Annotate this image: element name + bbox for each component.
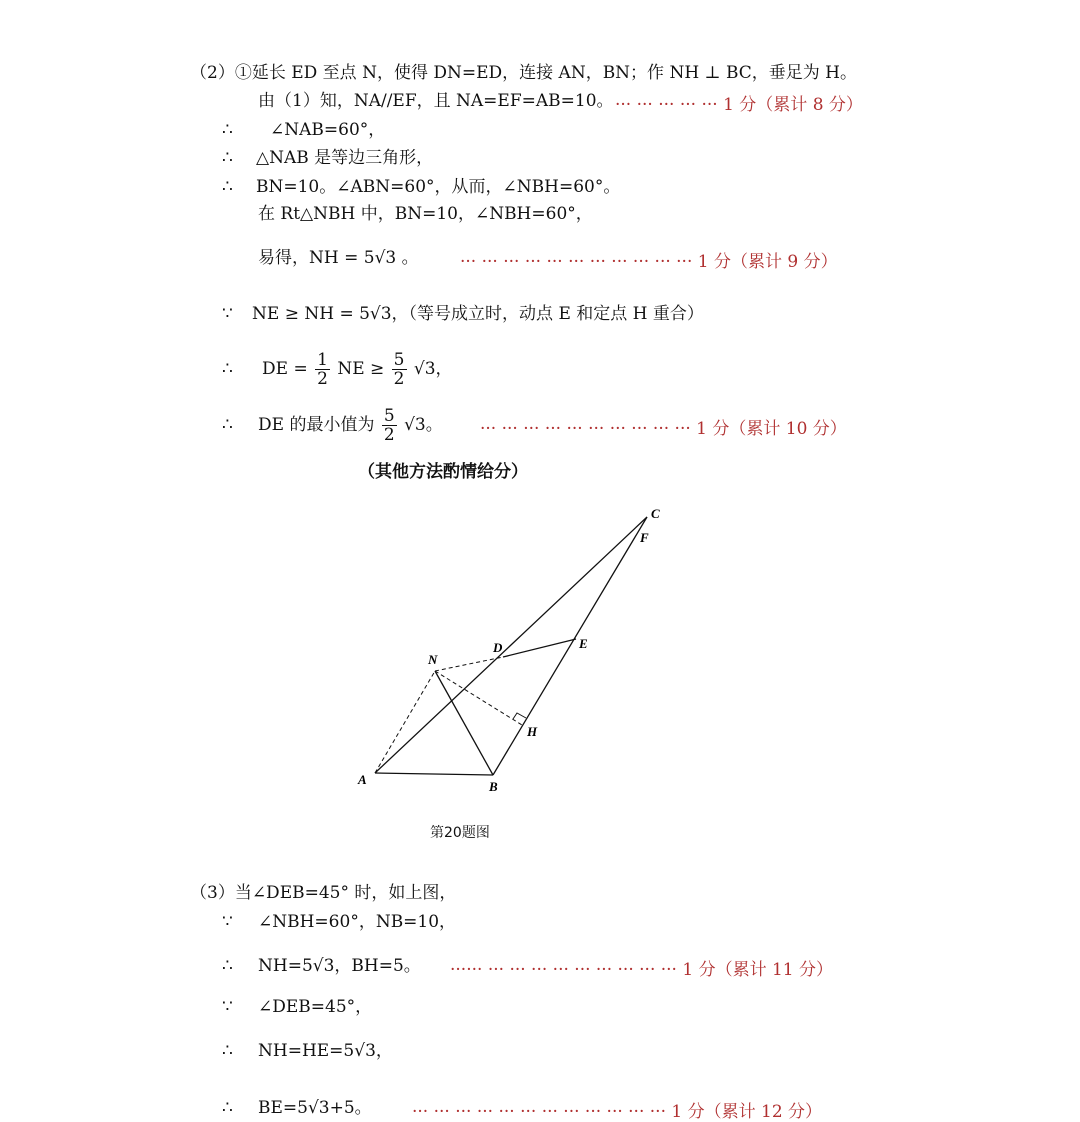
formula-text: √3。 [404,415,443,435]
part2-line-8: NE ≥ NH = 5√3，（等号成立时，动点 E 和定点 H 重合） [252,304,704,324]
part3-line-2: ∠NBH=60°，NB=10， [258,912,457,932]
segment-NH [435,671,522,725]
part2-line-9 [262,345,453,393]
therefore-symbol: ∴ [222,1041,233,1061]
formula-text: DE = [262,359,308,379]
fraction-numerator: 5 [393,350,405,370]
segment-DE [503,639,576,657]
label-N: N [428,652,438,667]
therefore-symbol: ∴ [222,1098,233,1118]
therefore-symbol: ∴ [222,359,233,379]
segment-AC [375,517,647,773]
part3-line-4: ∠DEB=45°， [258,997,373,1017]
fraction-denominator: 2 [317,369,328,389]
formula-text: DE 的最小值为 [258,415,375,435]
fraction-five-halves [382,407,397,444]
because-symbol: ∵ [222,304,233,324]
part3-line-1: （3）当∠DEB=45° 时，如上图， [190,883,457,903]
fraction-one-half [315,351,330,388]
segment-NB [435,671,493,775]
segment-BC [493,517,647,775]
segment-ND [435,657,503,671]
label-C: C [651,506,660,521]
fraction-numerator: 5 [383,406,395,426]
therefore-symbol: ∴ [222,956,233,976]
score-mark-12: ··· ··· ··· ··· ··· ··· ··· ··· ··· ··· ··· ··· 1 分（累计 12 分） [412,1102,823,1122]
part2-line-10 [258,401,443,449]
segment-AN [375,671,435,773]
part3-line-5: NH=HE=5√3， [258,1041,393,1061]
part2-line-2: 由（1）知，NA//EF，且 NA=EF=AB=10。 [258,91,614,111]
label-B: B [489,779,498,794]
therefore-symbol: ∴ [222,148,233,168]
fraction-denominator: 2 [383,425,395,445]
because-symbol: ∵ [222,997,233,1017]
formula-text: √3， [413,359,453,379]
score-mark-9: ··· ··· ··· ··· ··· ··· ··· ··· ··· ··· ··· 1 分（累计 9 分） [460,252,838,272]
segment-AB [375,773,493,775]
therefore-symbol: ∴ [222,177,233,197]
part2-line-3: ∠NAB=60°， [270,120,386,140]
part2-line-6: 在 Rt△NBH 中，BN=10，∠NBH=60°， [258,204,593,224]
right-angle-mark [513,713,526,719]
score-mark-10: ··· ··· ··· ··· ··· ··· ··· ··· ··· ··· 1 分（累计 10 分） [480,419,847,439]
score-mark-11: ······ ··· ··· ··· ··· ··· ··· ··· ··· ··· 1 分（累计 11 分） [450,960,834,980]
label-D: D [493,640,503,655]
figure-caption: 第20题图 [430,825,490,841]
part2-line-5: BN=10。∠ABN=60°，从而，∠NBH=60°。 [256,177,621,197]
fraction-numerator: 1 [317,350,328,370]
fraction-five-halves [392,351,407,388]
label-E: E [579,636,588,651]
label-F: F [640,530,649,545]
formula-text: NE ≥ [337,359,385,379]
grading-note: （其他方法酌情给分） [358,462,528,482]
because-symbol: ∵ [222,912,233,932]
therefore-symbol: ∴ [222,415,233,435]
label-A: A [358,772,367,787]
part2-line-1: （2）①延长 ED 至点 N，使得 DN=ED，连接 AN，BN；作 NH ⊥ BC，垂足为 H。 [190,63,857,83]
fraction-denominator: 2 [393,369,405,389]
score-mark-8: ··· ··· ··· ··· ··· 1 分（累计 8 分） [615,95,863,115]
part2-line-4: △NAB 是等边三角形， [256,148,434,168]
label-H: H [527,724,538,739]
part2-line-7: 易得，NH = 5√3 。 [258,248,419,268]
part3-line-3: NH=5√3，BH=5。 [258,956,421,976]
part3-line-6: BE=5√3+5。 [258,1098,372,1118]
therefore-symbol: ∴ [222,120,233,140]
